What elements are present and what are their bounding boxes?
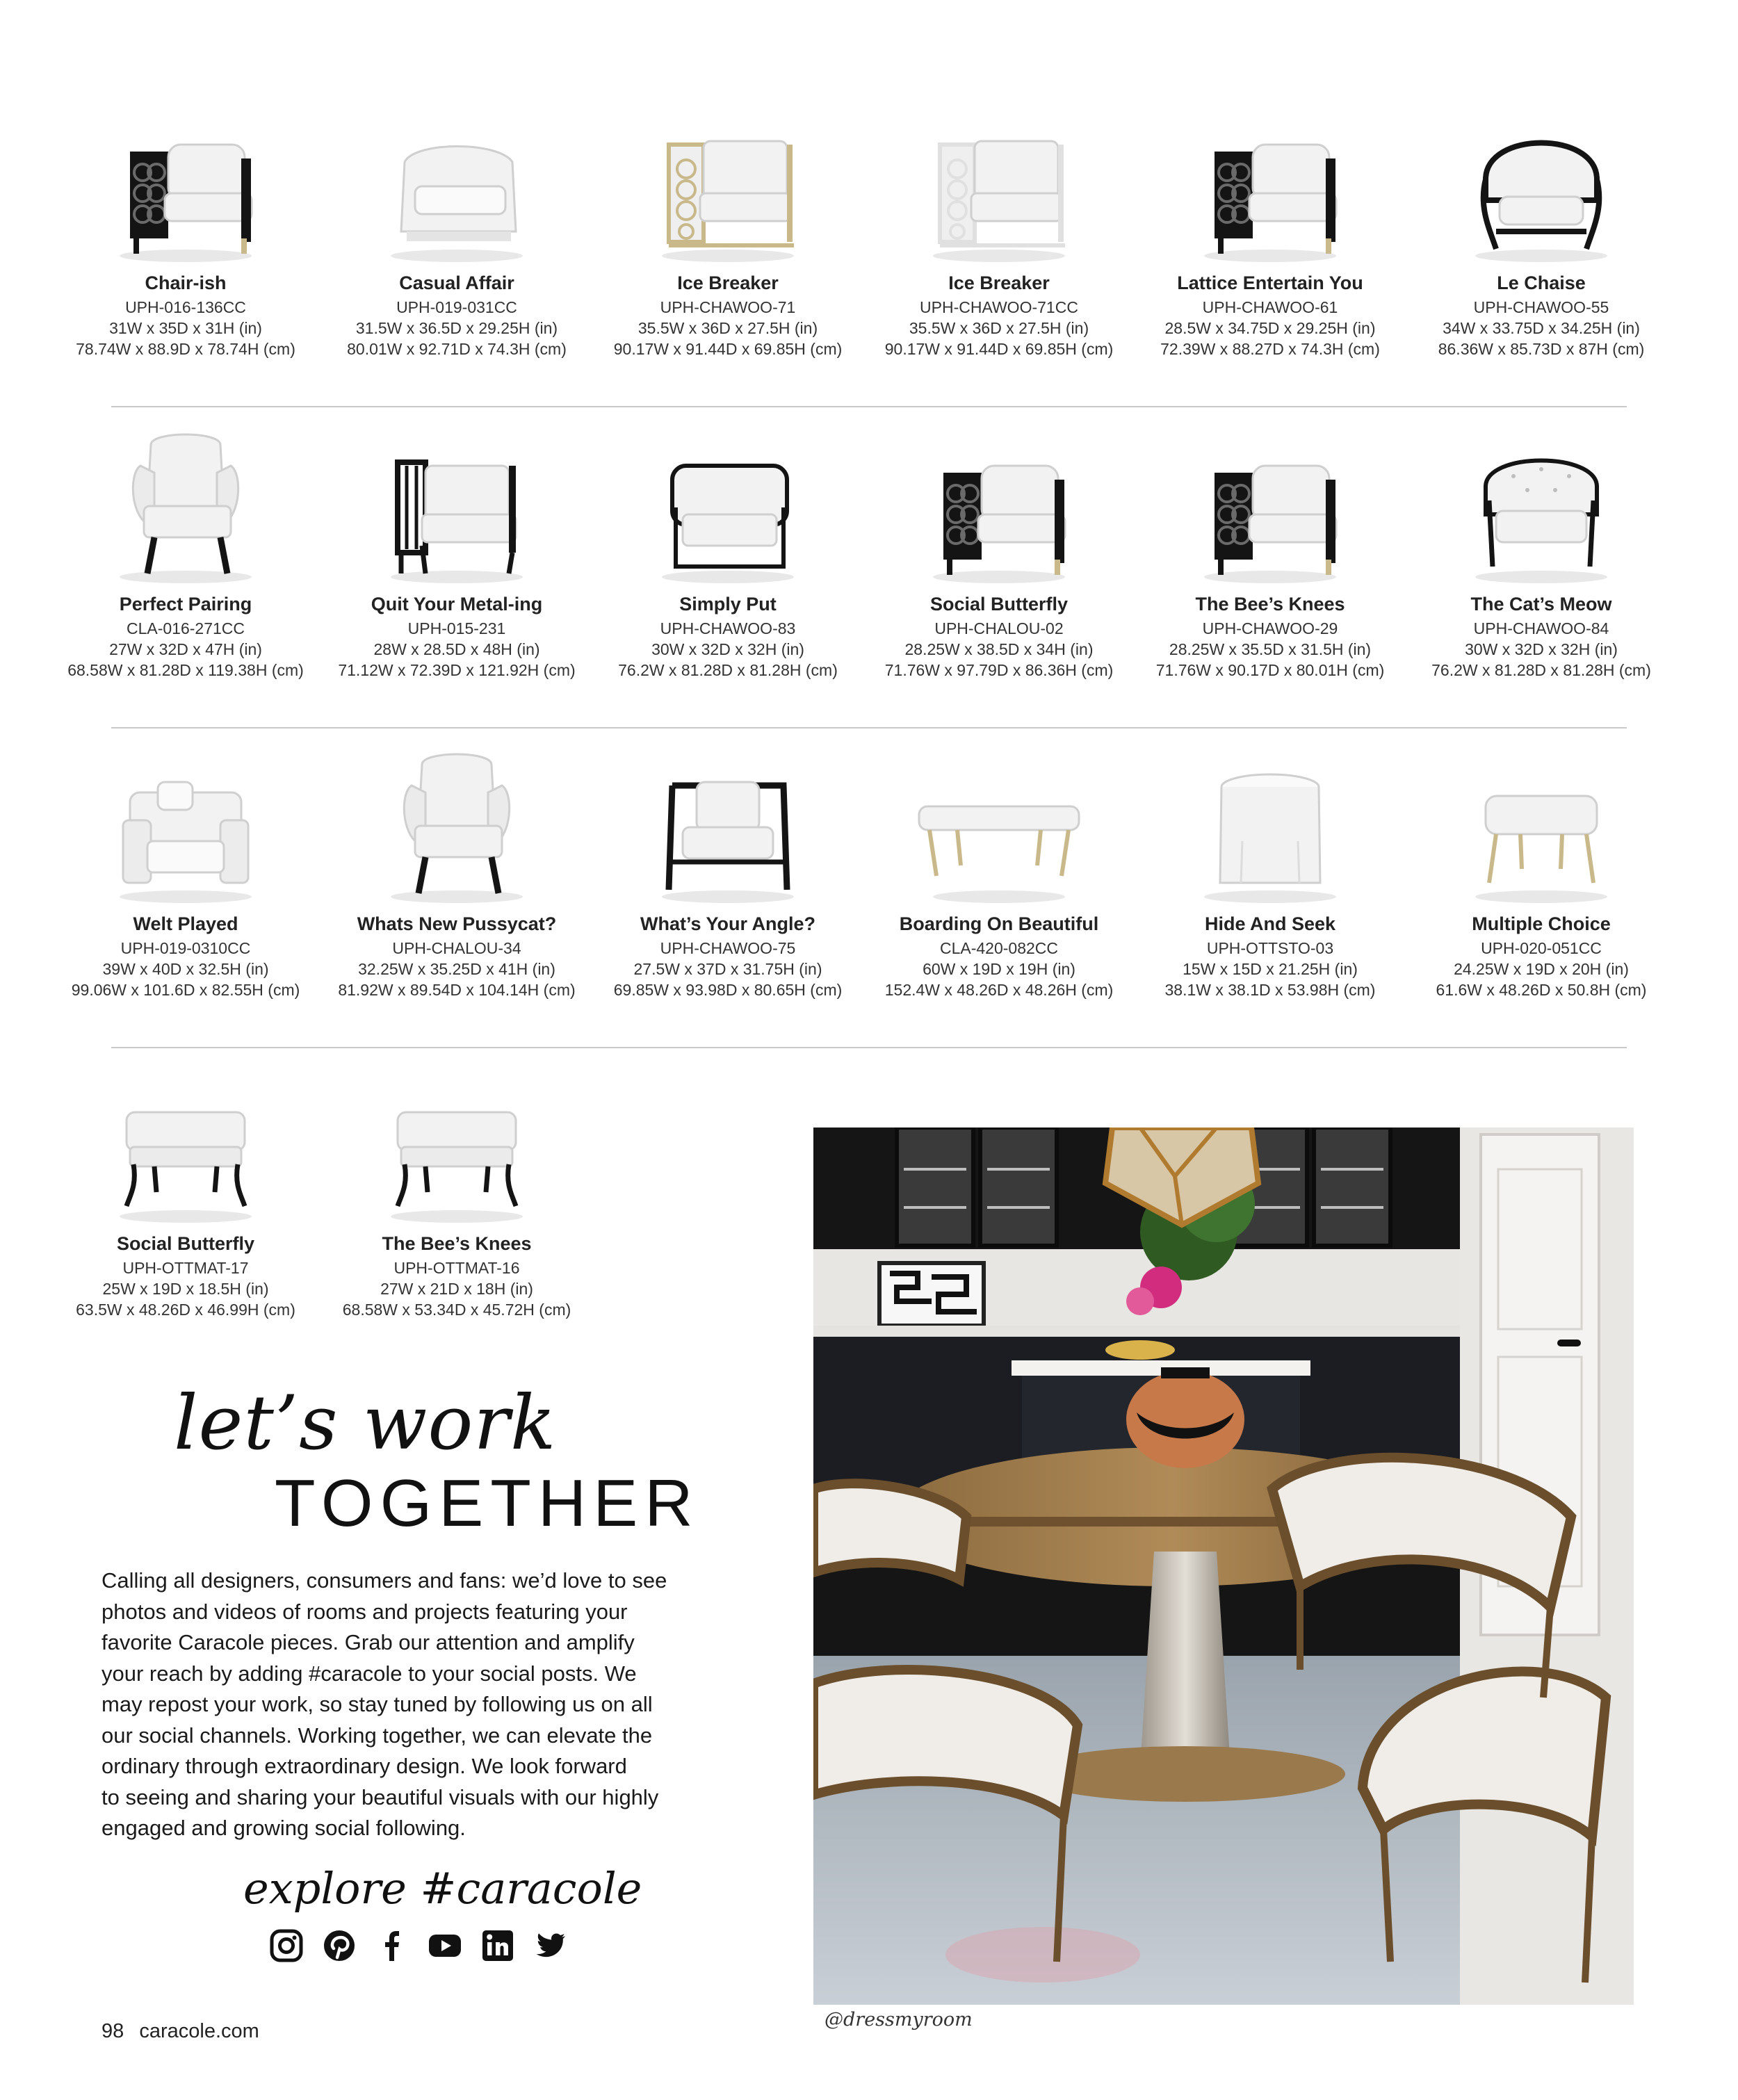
explore-hashtag: explore #caracole bbox=[243, 1863, 642, 1914]
product-name: Le Chaise bbox=[1497, 272, 1586, 293]
product-dims-in: 30W x 32D x 32H (in) bbox=[651, 640, 804, 658]
body-line: favorite Caracole pieces. Grab our attention and amplify bbox=[101, 1630, 635, 1654]
product-card[interactable] bbox=[1135, 424, 1406, 716]
product-sku: UPH-CHAWOO-75 bbox=[660, 939, 796, 957]
product-dims-in: 35.5W x 36D x 27.5H (in) bbox=[909, 319, 1089, 337]
product-card[interactable] bbox=[863, 744, 1135, 1036]
product-image[interactable] bbox=[916, 744, 1082, 911]
product-dims-cm: 68.58W x 53.34D x 45.72H (cm) bbox=[342, 1301, 571, 1319]
body-line: to seeing and sharing your beautiful visuals with our highly bbox=[101, 1784, 659, 1809]
product-image[interactable] bbox=[102, 424, 269, 591]
twitter-icon[interactable] bbox=[532, 1927, 569, 1964]
product-dims-cm: 63.5W x 48.26D x 46.99H (cm) bbox=[76, 1301, 295, 1319]
product-sku: UPH-CHAWOO-29 bbox=[1202, 619, 1338, 637]
product-name: Whats New Pussycat? bbox=[357, 913, 557, 934]
product-dims-cm: 71.76W x 90.17D x 80.01H (cm) bbox=[1155, 661, 1385, 679]
product-dims-in: 15W x 15D x 21.25H (in) bbox=[1183, 960, 1358, 978]
product-card[interactable] bbox=[1135, 103, 1406, 395]
product-dims-cm: 61.6W x 48.26D x 50.8H (cm) bbox=[1436, 981, 1647, 999]
product-image[interactable] bbox=[102, 744, 269, 911]
dining-room-photo bbox=[813, 1128, 1634, 2005]
facebook-icon[interactable] bbox=[373, 1927, 411, 1964]
product-sku: UPH-CHAWOO-83 bbox=[660, 619, 796, 637]
product-card[interactable] bbox=[50, 744, 321, 1036]
product-name: Quit Your Metal-ing bbox=[371, 594, 543, 614]
product-name: The Bee’s Knees bbox=[1195, 594, 1345, 614]
heading-script: let’s work bbox=[174, 1380, 557, 1467]
product-sku: UPH-020-051CC bbox=[1481, 939, 1602, 957]
product-name: Casual Affair bbox=[399, 272, 514, 293]
product-sku: UPH-CHAWOO-71CC bbox=[920, 298, 1078, 316]
product-dims-cm: 90.17W x 91.44D x 69.85H (cm) bbox=[884, 340, 1114, 358]
product-sku: UPH-019-0310CC bbox=[120, 939, 251, 957]
product-name: Ice Breaker bbox=[677, 272, 779, 293]
product-card[interactable] bbox=[592, 744, 863, 1036]
product-name: Perfect Pairing bbox=[119, 594, 252, 614]
product-image[interactable] bbox=[1187, 744, 1354, 911]
product-card[interactable] bbox=[50, 424, 321, 716]
product-name: Social Butterfly bbox=[929, 594, 1069, 614]
body-copy bbox=[101, 1565, 727, 1844]
product-sku: UPH-CHAWOO-61 bbox=[1202, 298, 1338, 316]
page-number: 98 bbox=[101, 2020, 124, 2042]
product-card[interactable] bbox=[321, 1064, 592, 1356]
product-sku: UPH-OTTMAT-16 bbox=[393, 1259, 520, 1277]
body-line: may repost your work, so stay tuned by following us on all bbox=[101, 1692, 653, 1716]
social-icons bbox=[268, 1927, 569, 1964]
page-footer bbox=[101, 2020, 259, 2043]
pinterest-icon[interactable] bbox=[320, 1927, 358, 1964]
product-card[interactable] bbox=[321, 424, 592, 716]
product-sku: UPH-019-031CC bbox=[396, 298, 517, 316]
product-sku: UPH-CHAWOO-71 bbox=[660, 298, 796, 316]
body-line: engaged and growing social following. bbox=[101, 1816, 466, 1840]
product-dims-cm: 69.85W x 93.98D x 80.65H (cm) bbox=[613, 981, 843, 999]
product-dims-cm: 90.17W x 91.44D x 69.85H (cm) bbox=[613, 340, 843, 358]
product-name: Welt Played bbox=[133, 913, 238, 934]
product-dims-in: 25W x 19D x 18.5H (in) bbox=[102, 1280, 269, 1298]
product-card[interactable] bbox=[1406, 424, 1677, 716]
product-row bbox=[50, 424, 1677, 716]
product-sku: UPH-CHALOU-02 bbox=[934, 619, 1064, 637]
product-image[interactable] bbox=[1187, 103, 1354, 270]
product-dims-in: 60W x 19D x 19H (in) bbox=[923, 960, 1075, 978]
product-sku: CLA-016-271CC bbox=[126, 619, 245, 637]
product-dims-cm: 72.39W x 88.27D x 74.3H (cm) bbox=[1160, 340, 1380, 358]
product-dims-in: 28.5W x 34.75D x 29.25H (in) bbox=[1164, 319, 1376, 337]
product-dims-cm: 71.12W x 72.39D x 121.92H (cm) bbox=[338, 661, 576, 679]
product-name: Hide And Seek bbox=[1204, 913, 1336, 934]
product-sku: UPH-OTTMAT-17 bbox=[122, 1259, 249, 1277]
product-row bbox=[50, 744, 1677, 1036]
heading-caps: TOGETHER bbox=[275, 1466, 700, 1540]
product-dims-in: 31.5W x 36.5D x 29.25H (in) bbox=[355, 319, 558, 337]
product-dims-in: 39W x 40D x 32.5H (in) bbox=[102, 960, 269, 978]
product-dims-in: 28.25W x 38.5D x 34H (in) bbox=[904, 640, 1094, 658]
product-image[interactable] bbox=[102, 1064, 269, 1230]
product-image[interactable] bbox=[644, 744, 811, 911]
product-sku: UPH-CHAWOO-84 bbox=[1473, 619, 1609, 637]
instagram-icon[interactable] bbox=[268, 1927, 305, 1964]
product-row bbox=[50, 103, 1677, 395]
product-name: Boarding On Beautiful bbox=[899, 913, 1099, 934]
product-name: Social Butterfly bbox=[116, 1233, 255, 1254]
product-dims-in: 31W x 35D x 31H (in) bbox=[109, 319, 262, 337]
product-dims-in: 27.5W x 37D x 31.75H (in) bbox=[633, 960, 822, 978]
site-url[interactable]: caracole.com bbox=[139, 2020, 259, 2042]
product-card[interactable] bbox=[592, 103, 863, 395]
product-dims-cm: 76.2W x 81.28D x 81.28H (cm) bbox=[618, 661, 838, 679]
product-dims-cm: 68.58W x 81.28D x 119.38H (cm) bbox=[67, 661, 304, 679]
product-name: What’s Your Angle? bbox=[640, 913, 815, 934]
product-card[interactable] bbox=[50, 103, 321, 395]
product-image[interactable] bbox=[373, 744, 540, 911]
product-image[interactable] bbox=[373, 1064, 540, 1230]
product-sku: UPH-OTTSTO-03 bbox=[1206, 939, 1334, 957]
product-dims-in: 27W x 21D x 18H (in) bbox=[380, 1280, 533, 1298]
body-line: your reach by adding #caracole to your social posts. We bbox=[101, 1661, 637, 1686]
product-dims-in: 32.25W x 35.25D x 41H (in) bbox=[358, 960, 555, 978]
product-image[interactable] bbox=[644, 424, 811, 591]
product-dims-cm: 152.4W x 48.26D x 48.26H (cm) bbox=[884, 981, 1114, 999]
product-dims-in: 35.5W x 36D x 27.5H (in) bbox=[637, 319, 818, 337]
product-name: Multiple Choice bbox=[1472, 913, 1611, 934]
product-image[interactable] bbox=[644, 103, 811, 270]
product-dims-cm: 78.74W x 88.9D x 78.74H (cm) bbox=[76, 340, 295, 358]
product-dims-cm: 81.92W x 89.54D x 104.14H (cm) bbox=[338, 981, 576, 999]
linkedin-icon[interactable] bbox=[479, 1927, 517, 1964]
product-name: Lattice Entertain You bbox=[1177, 272, 1363, 293]
product-card[interactable] bbox=[863, 103, 1135, 395]
product-dims-cm: 86.36W x 85.73D x 87H (cm) bbox=[1438, 340, 1645, 358]
product-image[interactable] bbox=[1187, 424, 1354, 591]
product-name: Chair-ish bbox=[145, 272, 227, 293]
product-image[interactable] bbox=[916, 103, 1082, 270]
product-card[interactable] bbox=[1406, 103, 1677, 395]
product-dims-cm: 76.2W x 81.28D x 81.28H (cm) bbox=[1431, 661, 1651, 679]
product-dims-in: 30W x 32D x 32H (in) bbox=[1465, 640, 1618, 658]
product-sku: CLA-420-082CC bbox=[939, 939, 1059, 957]
product-sku: UPH-CHALOU-34 bbox=[392, 939, 521, 957]
product-card[interactable] bbox=[1406, 744, 1677, 1036]
row-divider bbox=[111, 727, 1627, 729]
row-divider bbox=[111, 1047, 1627, 1048]
product-sku: UPH-015-231 bbox=[407, 619, 506, 637]
product-sku: UPH-016-136CC bbox=[125, 298, 246, 316]
product-card[interactable] bbox=[50, 1064, 321, 1356]
product-image[interactable] bbox=[1458, 103, 1625, 270]
product-name: The Cat’s Meow bbox=[1470, 594, 1612, 614]
product-dims-cm: 99.06W x 101.6D x 82.55H (cm) bbox=[71, 981, 300, 999]
product-image[interactable] bbox=[1458, 424, 1625, 591]
product-card[interactable] bbox=[863, 424, 1135, 716]
product-dims-cm: 80.01W x 92.71D x 74.3H (cm) bbox=[347, 340, 567, 358]
product-image[interactable] bbox=[373, 424, 540, 591]
product-image[interactable] bbox=[102, 103, 269, 270]
product-card[interactable] bbox=[592, 424, 863, 716]
body-line: ordinary through extraordinary design. We look forward bbox=[101, 1754, 627, 1778]
product-dims-in: 28W x 28.5D x 48H (in) bbox=[373, 640, 540, 658]
product-dims-cm: 38.1W x 38.1D x 53.98H (cm) bbox=[1164, 981, 1376, 999]
product-name: Ice Breaker bbox=[948, 272, 1050, 293]
product-dims-in: 24.25W x 19D x 20H (in) bbox=[1454, 960, 1629, 978]
product-card[interactable] bbox=[321, 744, 592, 1036]
product-sku: UPH-CHAWOO-55 bbox=[1473, 298, 1609, 316]
body-line: Calling all designers, consumers and fans: we’d love to see bbox=[101, 1568, 667, 1593]
product-dims-cm: 71.76W x 97.79D x 86.36H (cm) bbox=[884, 661, 1114, 679]
product-image[interactable] bbox=[916, 424, 1082, 591]
product-dims-in: 28.25W x 35.5D x 31.5H (in) bbox=[1169, 640, 1372, 658]
product-card[interactable] bbox=[1135, 744, 1406, 1036]
row-divider bbox=[111, 406, 1627, 407]
product-image[interactable] bbox=[1458, 744, 1625, 911]
product-name: The Bee’s Knees bbox=[382, 1233, 532, 1254]
product-card[interactable] bbox=[321, 103, 592, 395]
body-line: our social channels. Working together, we can elevate the bbox=[101, 1723, 653, 1748]
photo-credit: @dressmyroom bbox=[825, 2009, 973, 2030]
body-line: photos and videos of rooms and projects featuring your bbox=[101, 1599, 628, 1624]
product-image[interactable] bbox=[373, 103, 540, 270]
product-dims-in: 27W x 32D x 47H (in) bbox=[109, 640, 262, 658]
product-name: Simply Put bbox=[679, 594, 777, 614]
youtube-icon[interactable] bbox=[426, 1927, 464, 1964]
product-dims-in: 34W x 33.75D x 34.25H (in) bbox=[1443, 319, 1640, 337]
